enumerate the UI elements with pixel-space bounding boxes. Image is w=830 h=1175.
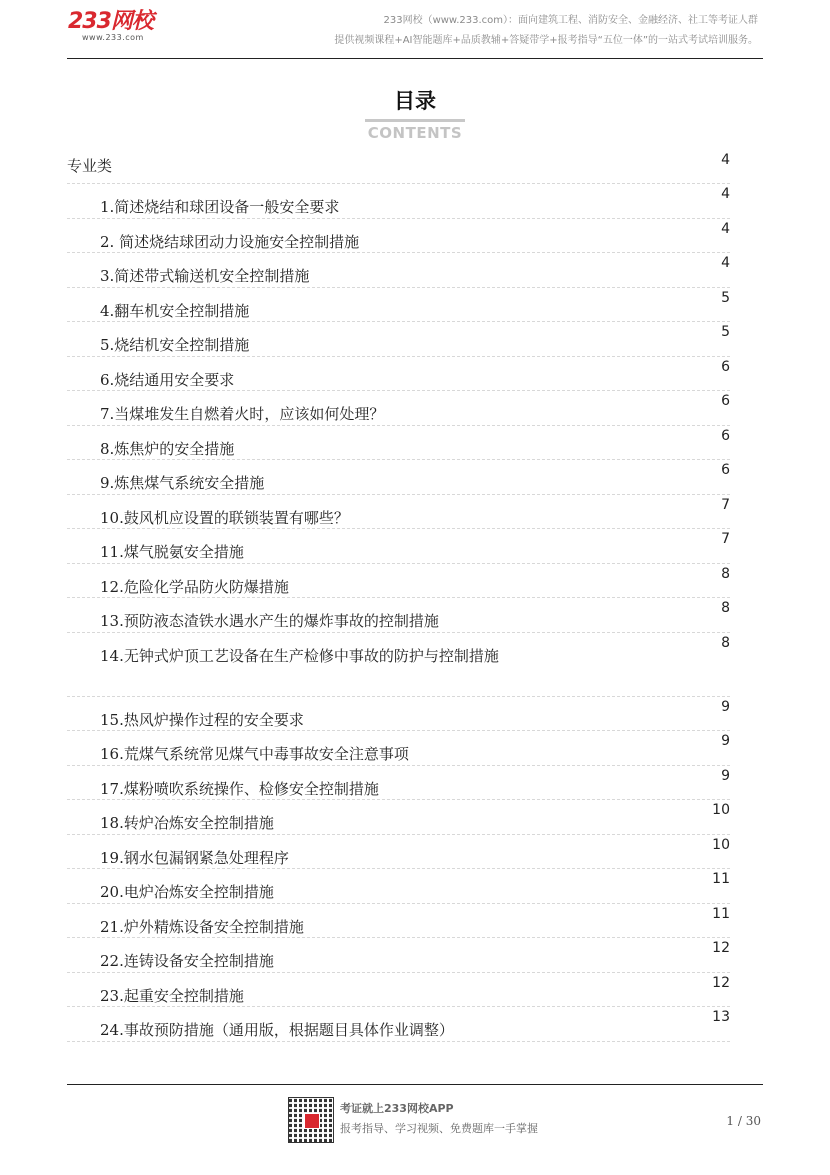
toc-item-label: 13.预防液态渣铁水遇水产生的爆炸事故的控制措施	[100, 612, 439, 630]
toc-item-label: 14.无钟式炉顶工艺设备在生产检修中事故的防护与控制措施	[100, 646, 499, 665]
toc-item-label: 5.烧结机安全控制措施	[100, 336, 250, 354]
header-tagline	[334, 11, 758, 51]
toc-item[interactable]	[67, 938, 730, 973]
toc-item-label: 19.钢水包漏钢紧急处理程序	[100, 848, 289, 867]
toc-item[interactable]	[67, 731, 730, 766]
toc-item-page: 4	[721, 255, 730, 271]
toc-item-label: 6.烧结通用安全要求	[100, 370, 235, 389]
toc-item-label: 21.炉外精炼设备安全控制措施	[100, 917, 304, 936]
site-logo[interactable]	[68, 10, 153, 42]
toc-item[interactable]	[67, 219, 730, 254]
toc-item-label: 23.起重安全控制措施	[100, 986, 244, 1005]
toc-item[interactable]	[67, 564, 730, 599]
toc-item-page: 9	[721, 733, 730, 749]
toc-item-label: 4.翻车机安全控制措施	[100, 301, 250, 320]
toc-item-page: 5	[721, 289, 730, 306]
page-header	[0, 0, 830, 60]
toc-item-page: 9	[721, 767, 730, 784]
toc-item[interactable]	[67, 869, 730, 904]
page-title: 目录	[394, 89, 436, 113]
toc-item-page: 11	[712, 871, 730, 887]
toc-item-page: 5	[721, 324, 730, 340]
toc-item[interactable]	[67, 322, 730, 357]
toc-item[interactable]	[67, 633, 730, 697]
toc-item[interactable]	[67, 253, 730, 288]
logo-wordmark: 233网校	[68, 9, 153, 34]
toc-item-page: 4	[721, 186, 730, 202]
toc-item-label: 15.热风炉操作过程的安全要求	[100, 710, 304, 729]
header-divider	[67, 58, 763, 59]
footer-subtitle: 报考指导、学习视频、免费题库一手掌握	[340, 1122, 538, 1135]
toc-item[interactable]	[67, 495, 730, 530]
toc-item[interactable]	[67, 357, 730, 392]
toc-item[interactable]	[67, 460, 730, 495]
tagline-line-1: 233网校（www.233.com）：面向建筑工程、消防安全、金融经济、社工等考证人群	[383, 15, 758, 26]
toc-item-page: 11	[712, 905, 730, 922]
footer-promo	[340, 1099, 538, 1139]
toc-item-label: 7.当煤堆发生自燃着火时，应该如何处理？	[100, 405, 385, 423]
toc-item-page: 8	[721, 565, 730, 582]
toc-item-label: 16.荒煤气系统常见煤气中毒事故安全注意事项	[100, 745, 409, 763]
toc-item-label: 3.简述带式输送机安全控制措施	[100, 267, 310, 285]
toc-item-label: 1.简述烧结和球团设备一般安全要求	[100, 198, 340, 216]
toc-item[interactable]	[67, 598, 730, 633]
toc-item[interactable]	[67, 1007, 730, 1042]
toc-item-page: 6	[721, 358, 730, 375]
toc-item-page: 6	[721, 427, 730, 444]
page-indicator: 1 / 30	[726, 1114, 761, 1128]
toc-item[interactable]	[67, 904, 730, 939]
qr-logo-icon	[304, 1113, 320, 1129]
toc-item-label: 22.连铸设备安全控制措施	[100, 952, 274, 970]
toc-item-label: 12.危险化学品防火防爆措施	[100, 577, 289, 596]
toc-item-label: 10.鼓风机应设置的联锁装置有哪些？	[100, 508, 349, 527]
toc-item-page: 10	[712, 802, 730, 818]
toc-item-page: 8	[721, 634, 730, 651]
toc-item-page: 10	[712, 836, 730, 853]
table-of-contents	[67, 150, 730, 1042]
toc-item-label: 24.事故预防措施（通用版，根据题目具体作业调整）	[100, 1021, 454, 1039]
toc-section-row[interactable]	[67, 150, 730, 184]
toc-item[interactable]	[67, 288, 730, 323]
toc-item[interactable]	[67, 800, 730, 835]
toc-item-label: 17.煤粉喷吹系统操作、检修安全控制措施	[100, 779, 379, 798]
toc-item-page: 8	[721, 600, 730, 616]
toc-item-page: 6	[721, 462, 730, 478]
toc-heading	[0, 86, 830, 144]
toc-item-page: 12	[712, 940, 730, 956]
qr-code	[288, 1097, 334, 1143]
tagline-line-2: 提供视频课程+AI智能题库+品质教辅+答疑带学+报考指导“五位一体”的一站式考试培训服务。	[334, 35, 758, 46]
toc-item-page: 13	[712, 1009, 730, 1025]
toc-item[interactable]	[67, 835, 730, 870]
toc-item-label: 9.炼焦煤气系统安全措施	[100, 474, 265, 492]
toc-item[interactable]	[67, 697, 730, 732]
toc-item-page: 7	[721, 531, 730, 547]
toc-item-label: 8.炼焦炉的安全措施	[100, 439, 235, 458]
logo-url: www.233.com	[82, 33, 144, 42]
toc-item[interactable]	[67, 184, 730, 219]
toc-item-page: 7	[721, 496, 730, 513]
toc-item[interactable]	[67, 426, 730, 461]
toc-item-page: 12	[712, 974, 730, 991]
toc-item-page: 6	[721, 393, 730, 409]
toc-item-page: 4	[721, 220, 730, 237]
toc-item-page: 9	[721, 698, 730, 715]
toc-section-page: 4	[721, 152, 730, 168]
toc-section-label: 专业类	[67, 157, 113, 175]
toc-item[interactable]	[67, 391, 730, 426]
toc-item-label: 2. 简述烧结球团动力设施安全控制措施	[100, 232, 360, 251]
toc-item[interactable]	[67, 973, 730, 1008]
toc-item[interactable]	[67, 766, 730, 801]
toc-item-label: 18.转炉冶炼安全控制措施	[100, 814, 274, 832]
footer-divider	[67, 1084, 763, 1085]
toc-item-label: 11.煤气脱氨安全措施	[100, 543, 244, 561]
page-subtitle: CONTENTS	[367, 124, 463, 142]
toc-item-label: 20.电炉冶炼安全控制措施	[100, 883, 274, 901]
toc-item[interactable]	[67, 529, 730, 564]
footer-title: 考证就上233网校APP	[340, 1102, 454, 1115]
